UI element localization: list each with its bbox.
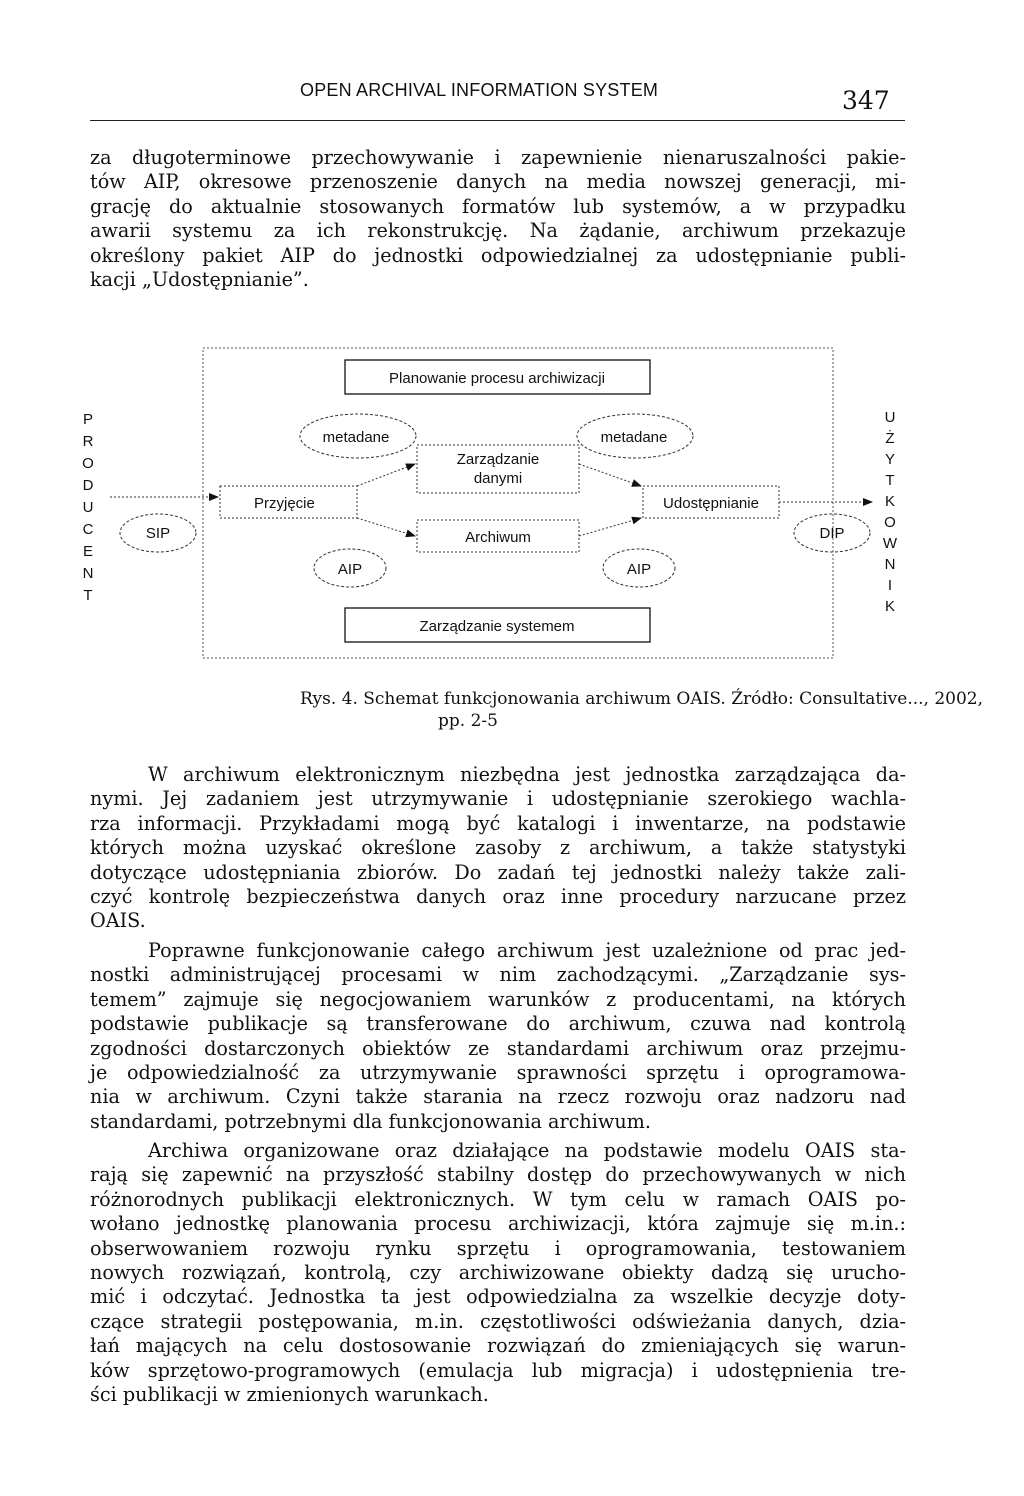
user-letter: O bbox=[884, 514, 896, 531]
user-letter: N bbox=[884, 556, 896, 573]
user-letter: U bbox=[884, 409, 896, 426]
text-line: rają się zapewnić na przyszłość stabilny dostęp do przechowywanych w nich bbox=[90, 1163, 906, 1187]
sip-label: SIP bbox=[145, 525, 171, 542]
metadata-left-label: metadane bbox=[322, 429, 390, 446]
text-line: W archiwum elektronicznym niezbędna jest jednostka zarządzająca da- bbox=[148, 763, 906, 786]
header-rule bbox=[90, 120, 905, 121]
text-line: nowych rozwiązań, kontrolą, czy archiwizowane obiekty dadzą się urucho- bbox=[90, 1261, 906, 1285]
aip-left-label: AIP bbox=[337, 561, 363, 578]
text-line: nymi. Jej zadaniem jest utrzymywanie i udostępnianie szerokiego wachla- bbox=[90, 787, 906, 811]
text-line: kacji „Udostępnianie”. bbox=[90, 268, 309, 292]
text-line: ści publikacji w zmienionych warunkach. bbox=[90, 1383, 489, 1407]
user-letter: Y bbox=[884, 451, 896, 468]
text-line: za długoterminowe przechowywanie i zapewnienie nienaruszalności pakie- bbox=[90, 146, 906, 169]
access-label: Udostępnianie bbox=[663, 495, 759, 512]
aip-right-label: AIP bbox=[626, 561, 652, 578]
dip-label: DIP bbox=[819, 525, 845, 542]
archive-to-access-arrow bbox=[579, 518, 641, 536]
user-letter: K bbox=[884, 493, 896, 510]
text-line: grację do aktualnie stosowanych formatów lub systemów, a w przypadku bbox=[90, 194, 906, 218]
text-line: zgodności dostarczonych obiektów ze standardami archiwum oraz przejmu- bbox=[90, 1036, 906, 1060]
text-line: awarii systemu za ich rekonstrukcję. Na żądanie, archiwum przekazuje bbox=[90, 219, 906, 243]
text-line: mić i odczytać. Jednostka ta jest odpowiedzialna za wszelkie decyzje doty- bbox=[90, 1285, 906, 1309]
planning-label: Planowanie procesu archiwizacji bbox=[389, 370, 605, 387]
text-line: różnorodnych publikacji elektronicznych. W tym celu w ramach OAIS po- bbox=[90, 1187, 906, 1211]
text-line: rza informacji. Przykładami mogą być katalogi i inwentarze, na podstawie bbox=[90, 811, 906, 835]
producer-letter: T bbox=[83, 587, 93, 604]
text-line: OAIS. bbox=[90, 909, 146, 933]
metadata-right-label: metadane bbox=[600, 429, 668, 446]
ingest-label: Przyjęcie bbox=[254, 495, 315, 512]
system-management-label: Zarządzanie systemem bbox=[419, 618, 575, 635]
text-line: łań mających na celu dostosowanie rozwiązań do zmieniających się warun- bbox=[90, 1334, 906, 1358]
text-line: czące strategii postępowania, m.in. częstotliwości odświeżania danych, dzia- bbox=[90, 1309, 906, 1333]
text-line: nia w archiwum. Czyni także starania na rzecz rozwoju oraz nadzoru nad bbox=[90, 1085, 906, 1109]
paragraph-1 bbox=[90, 146, 906, 292]
page-number: 347 bbox=[842, 86, 890, 115]
producer-letter: P bbox=[82, 411, 94, 428]
producer-letter: N bbox=[82, 565, 94, 582]
ingest-to-archive-arrow bbox=[357, 518, 415, 536]
producer-letter: O bbox=[82, 455, 94, 472]
text-line: wołano jednostkę planowania procesu archiwizacji, która zajmuje się m.in.: bbox=[90, 1212, 906, 1236]
data-management-label-1: Zarządzanie bbox=[456, 451, 540, 468]
paragraph-4 bbox=[90, 1139, 906, 1407]
producer-letter: D bbox=[82, 477, 94, 494]
text-line: dotyczące udostępniania zbiorów. Do zadań tej jednostki należy także zali- bbox=[90, 860, 906, 884]
text-line: określony pakiet AIP do jednostki odpowiedzialnej za udostępnianie publi- bbox=[90, 243, 906, 267]
text-line: których można uzyskać określone zasoby z archiwum, a także statystyki bbox=[90, 836, 906, 860]
text-line: standardami, potrzebnymi dla funkcjonowania archiwum. bbox=[90, 1109, 651, 1133]
user-letter: W bbox=[882, 535, 898, 552]
text-line: Archiwa organizowane oraz działające na podstawie modelu OAIS sta- bbox=[148, 1139, 906, 1162]
data-management-label-2: danymi bbox=[473, 470, 523, 487]
text-line: tów AIP, okresowe przenoszenie danych na media nowszej generacji, mi- bbox=[90, 170, 906, 194]
running-header-title: OPEN ARCHIVAL INFORMATION SYSTEM bbox=[300, 80, 659, 100]
text-line: czyć kontrolę bezpieczeństwa danych oraz inne procedury narzucane przez bbox=[90, 885, 906, 909]
user-letter: Ż bbox=[885, 430, 895, 447]
oais-diagram-svg bbox=[60, 340, 960, 680]
text-line: podstawie publikacje są transferowane do archiwum, czuwa nad kontrolą bbox=[90, 1012, 906, 1036]
caption-line-1: Rys. 4. Schemat funkcjonowania archiwum OAIS. Źródło: Consultative..., 2002, bbox=[300, 689, 984, 709]
text-line: Poprawne funkcjonowanie całego archiwum jest uzależnione od prac jed- bbox=[148, 939, 906, 962]
text-line: je odpowiedzialność za utrzymywanie sprawności sprzętu i oprogramowa- bbox=[90, 1061, 906, 1085]
paragraph-3 bbox=[90, 939, 906, 1134]
archive-label: Archiwum bbox=[465, 529, 531, 546]
data-management-to-access-arrow bbox=[579, 464, 641, 486]
oais-diagram bbox=[60, 340, 960, 680]
user-letter: K bbox=[884, 598, 896, 615]
text-line: ków sprzętowo-programowych (emulacja lub migracja) i udostępnienia tre- bbox=[90, 1358, 906, 1382]
figure-caption bbox=[300, 688, 983, 732]
user-vertical-label bbox=[883, 409, 898, 615]
ingest-to-data-management-arrow bbox=[357, 464, 415, 486]
paragraph-2 bbox=[90, 763, 906, 934]
text-line: temem” zajmuje się negocjowaniem warunków z producentami, na których bbox=[90, 987, 906, 1011]
producer-vertical-label bbox=[82, 411, 94, 604]
user-letter: I bbox=[887, 577, 893, 594]
producer-letter: E bbox=[82, 543, 94, 560]
text-line: obserwowaniem rozwoju rynku sprzętu i oprogramowania, testowaniem bbox=[90, 1236, 906, 1260]
producer-letter: R bbox=[82, 433, 94, 450]
producer-letter: C bbox=[82, 521, 94, 538]
text-line: nostki administrującej procesami w nim zachodzącymi. „Zarządzanie sys- bbox=[90, 963, 906, 987]
caption-line-2: pp. 2-5 bbox=[438, 711, 498, 731]
user-letter: T bbox=[885, 472, 895, 489]
producer-letter: U bbox=[82, 499, 94, 516]
